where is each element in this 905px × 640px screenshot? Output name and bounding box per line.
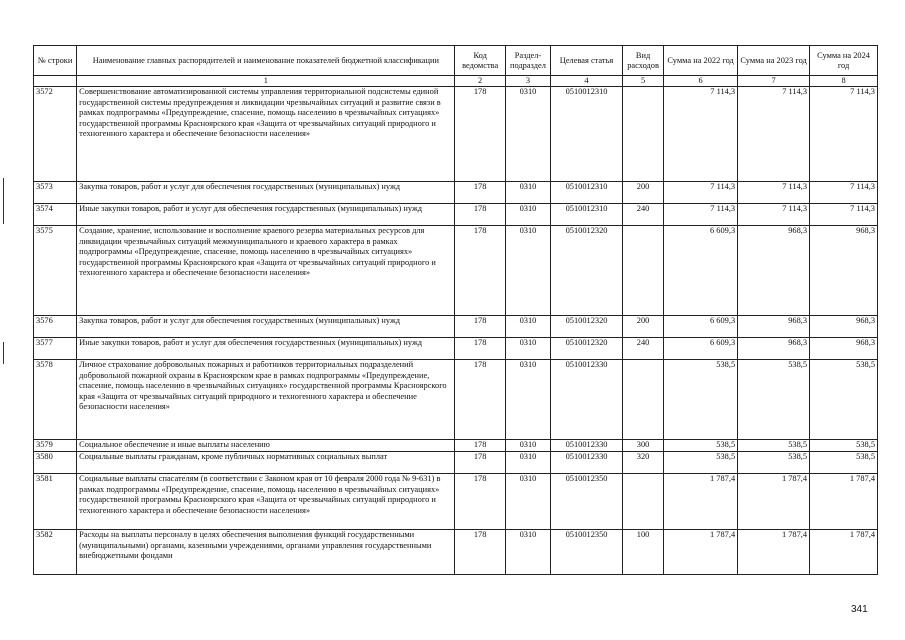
- header-dept-code: Код ведомства: [455, 46, 505, 76]
- row-sum-2022: 538,5: [664, 452, 738, 474]
- row-article: 0510012320: [551, 226, 623, 316]
- row-name: Личное страхование добровольных пожарных и работников территориальных подразделений добровольной пожарной охраны в Красноярском крае в рамках подпрограммы «Предупреждение, спасение, помощь населению в чрезвычайных ситуациях» государственной программы Красноярского края «Защита от чрезвычайных ситуаций природного и техногенного характера и обеспечение безопасности населения»: [77, 360, 455, 440]
- row-sum-2024: 1 787,4: [810, 530, 878, 575]
- header-row-number: № строки: [34, 46, 77, 76]
- row-name: Создание, хранение, использование и восполнение краевого резерва материальных ресурсов для ликвидации чрезвычайных ситуаций межмуниципального и краевого характера в рамках подпрограммы «Предупреждение, спасение, помощь населению в чрезвычайных ситуациях» государственной программы Красноярского края «Защита от чрезвычайных ситуаций природного и техногенного характера и обеспечение безопасности населения»: [77, 226, 455, 316]
- row-sum-2023: 538,5: [738, 360, 810, 440]
- row-type: 300: [623, 440, 664, 452]
- row-article: 0510012310: [551, 182, 623, 204]
- row-sum-2022: 6 609,3: [664, 316, 738, 338]
- row-dept: 178: [455, 360, 505, 440]
- row-type: 240: [623, 204, 664, 226]
- row-type: 100: [623, 530, 664, 575]
- row-section: 0310: [505, 360, 550, 440]
- table-row: [34, 530, 878, 575]
- row-sum-2022: 538,5: [664, 440, 738, 452]
- row-sum-2022: 7 114,3: [664, 204, 738, 226]
- column-number: 1: [77, 76, 455, 87]
- row-article: 0510012330: [551, 440, 623, 452]
- row-article: 0510012310: [551, 87, 623, 182]
- header-sum-2023: Сумма на 2023 год: [738, 46, 810, 76]
- row-sum-2024: 7 114,3: [810, 204, 878, 226]
- row-sum-2023: 968,3: [738, 316, 810, 338]
- row-number: 3577: [34, 338, 77, 360]
- row-dept: 178: [455, 530, 505, 575]
- row-section: 0310: [505, 338, 550, 360]
- row-name: Закупка товаров, работ и услуг для обеспечения государственных (муниципальных) нужд: [77, 316, 455, 338]
- row-type: [623, 360, 664, 440]
- row-number: 3580: [34, 452, 77, 474]
- row-article: 0510012320: [551, 338, 623, 360]
- row-sum-2023: 1 787,4: [738, 474, 810, 530]
- header-sum-2022: Сумма на 2022 год: [664, 46, 738, 76]
- row-name: Иные закупки товаров, работ и услуг для обеспечения государственных (муниципальных) нужд: [77, 204, 455, 226]
- row-dept: 178: [455, 338, 505, 360]
- column-number: 4: [551, 76, 623, 87]
- row-sum-2024: 1 787,4: [810, 474, 878, 530]
- row-name: Совершенствование автоматизированной системы управления территориальной подсистемы единой государственной системы предупреждения и ликвидации чрезвычайных ситуаций и развитие связи в рамках подпрограммы «Предупреждение, спасение, помощь населению в чрезвычайных ситуациях» государственной программы Красноярского края «Защита от чрезвычайных ситуаций природного и техногенного характера и обеспечение безопасности населения»: [77, 87, 455, 182]
- row-number: 3582: [34, 530, 77, 575]
- row-sum-2024: 7 114,3: [810, 182, 878, 204]
- row-name: Расходы на выплаты персоналу в целях обеспечения выполнения функций государственными (муниципальными) органами, казенными учреждениями, органами управления государственными внебюджетными фондами: [77, 530, 455, 575]
- row-section: 0310: [505, 87, 550, 182]
- header-target-article: Целевая статья: [551, 46, 623, 76]
- row-section: 0310: [505, 204, 550, 226]
- row-sum-2023: 968,3: [738, 226, 810, 316]
- row-type: 200: [623, 182, 664, 204]
- row-type: [623, 226, 664, 316]
- row-name: Закупка товаров, работ и услуг для обеспечения государственных (муниципальных) нужд: [77, 182, 455, 204]
- row-sum-2024: 7 114,3: [810, 87, 878, 182]
- row-number: 3578: [34, 360, 77, 440]
- row-sum-2024: 968,3: [810, 316, 878, 338]
- column-number: 6: [664, 76, 738, 87]
- column-number: 8: [810, 76, 878, 87]
- table-row: [34, 474, 878, 530]
- row-dept: 178: [455, 87, 505, 182]
- row-dept: 178: [455, 440, 505, 452]
- row-number: 3576: [34, 316, 77, 338]
- row-sum-2023: 968,3: [738, 338, 810, 360]
- row-name: Социальное обеспечение и иные выплаты населению: [77, 440, 455, 452]
- row-sum-2024: 968,3: [810, 338, 878, 360]
- row-number: 3574: [34, 204, 77, 226]
- row-section: 0310: [505, 452, 550, 474]
- row-section: 0310: [505, 440, 550, 452]
- table-row: [34, 452, 878, 474]
- row-article: 0510012330: [551, 452, 623, 474]
- row-sum-2023: 538,5: [738, 440, 810, 452]
- row-sum-2022: 6 609,3: [664, 338, 738, 360]
- table-row: [34, 338, 878, 360]
- header-sum-2024: Сумма на 2024 год: [810, 46, 878, 76]
- row-sum-2024: 968,3: [810, 226, 878, 316]
- row-sum-2022: 1 787,4: [664, 530, 738, 575]
- row-type: 200: [623, 316, 664, 338]
- column-number: 7: [738, 76, 810, 87]
- row-section: 0310: [505, 182, 550, 204]
- row-article: 0510012350: [551, 474, 623, 530]
- row-sum-2023: 7 114,3: [738, 182, 810, 204]
- column-number: 3: [505, 76, 550, 87]
- row-article: 0510012330: [551, 360, 623, 440]
- budget-table: [33, 45, 878, 575]
- row-sum-2024: 538,5: [810, 360, 878, 440]
- table-row: [34, 316, 878, 338]
- row-article: 0510012320: [551, 316, 623, 338]
- table-row: [34, 182, 878, 204]
- table-row: [34, 87, 878, 182]
- page-number: 341: [851, 604, 868, 615]
- row-dept: 178: [455, 182, 505, 204]
- table-row: [34, 360, 878, 440]
- row-sum-2024: 538,5: [810, 452, 878, 474]
- column-number: [34, 76, 77, 87]
- row-section: 0310: [505, 474, 550, 530]
- row-type: 320: [623, 452, 664, 474]
- row-section: 0310: [505, 226, 550, 316]
- row-article: 0510012310: [551, 204, 623, 226]
- row-sum-2022: 538,5: [664, 360, 738, 440]
- row-sum-2022: 6 609,3: [664, 226, 738, 316]
- row-section: 0310: [505, 316, 550, 338]
- row-sum-2022: 7 114,3: [664, 87, 738, 182]
- row-number: 3579: [34, 440, 77, 452]
- row-type: 240: [623, 338, 664, 360]
- column-number: 2: [455, 76, 505, 87]
- row-type: [623, 474, 664, 530]
- column-number-row: [34, 76, 878, 87]
- row-type: [623, 87, 664, 182]
- row-number: 3572: [34, 87, 77, 182]
- header-expense-type: Вид расходов: [623, 46, 664, 76]
- table-row: [34, 204, 878, 226]
- row-article: 0510012350: [551, 530, 623, 575]
- row-dept: 178: [455, 226, 505, 316]
- column-number: 5: [623, 76, 664, 87]
- header-name: Наименование главных распорядителей и наименование показателей бюджетной классификации: [77, 46, 455, 76]
- row-number: 3575: [34, 226, 77, 316]
- row-dept: 178: [455, 452, 505, 474]
- scan-margin-mark: [3, 342, 4, 364]
- table-row: [34, 440, 878, 452]
- row-sum-2023: 538,5: [738, 452, 810, 474]
- row-sum-2022: 7 114,3: [664, 182, 738, 204]
- row-name: Социальные выплаты гражданам, кроме публичных нормативных социальных выплат: [77, 452, 455, 474]
- header-section: Раздел-подраздел: [505, 46, 550, 76]
- row-sum-2024: 538,5: [810, 440, 878, 452]
- row-section: 0310: [505, 530, 550, 575]
- table-row: [34, 226, 878, 316]
- row-number: 3573: [34, 182, 77, 204]
- row-sum-2023: 1 787,4: [738, 530, 810, 575]
- row-sum-2023: 7 114,3: [738, 204, 810, 226]
- row-dept: 178: [455, 474, 505, 530]
- row-dept: 178: [455, 316, 505, 338]
- row-sum-2022: 1 787,4: [664, 474, 738, 530]
- scan-margin-mark: [3, 178, 4, 224]
- row-sum-2023: 7 114,3: [738, 87, 810, 182]
- row-number: 3581: [34, 474, 77, 530]
- row-name: Иные закупки товаров, работ и услуг для обеспечения государственных (муниципальных) нужд: [77, 338, 455, 360]
- row-name: Социальные выплаты спасателям (в соответствии с Законом края от 10 февраля 2000 года № 9-631) в рамках подпрограммы «Предупреждение, спасение, помощь населению в чрезвычайных ситуациях» государственной программы Красноярского края «Защита от чрезвычайных ситуаций природного и техногенного характера и обеспечение безопасности населения»: [77, 474, 455, 530]
- row-dept: 178: [455, 204, 505, 226]
